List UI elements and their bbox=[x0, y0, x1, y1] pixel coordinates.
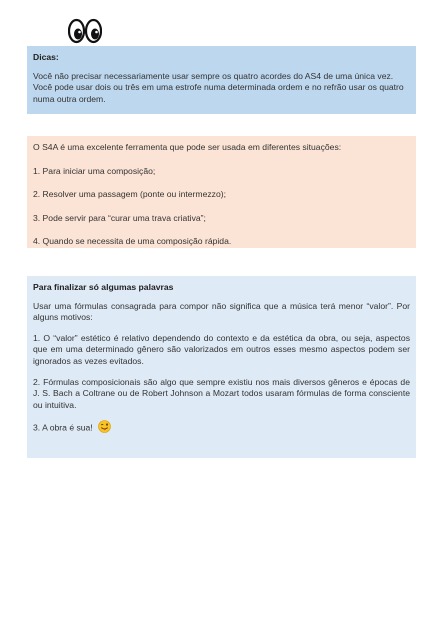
dicas-box bbox=[27, 46, 416, 114]
final-point-1: 1. O “valor” estético é relativo dependendo do contexto e da estética da obra, ou seja, aspectos que em uma determinado gênero são valorizados em outros esses mesmo aspectos podem ser ignorados as vezes evitados. bbox=[33, 332, 410, 366]
dicas-line-1: Você não precisar necessariamente usar sempre os quatro acordes do AS4 de uma única vez. bbox=[33, 70, 394, 81]
final-box bbox=[27, 276, 416, 458]
s4a-item-3: 3. Pode servir para “curar uma trava criativa”; bbox=[33, 212, 206, 223]
s4a-item-1: 1. Para iniciar uma composição; bbox=[33, 165, 156, 176]
eyes-icon bbox=[68, 18, 102, 44]
final-point-3-text: 3. A obra é sua! bbox=[33, 422, 93, 433]
s4a-item-4: 4. Quando se necessita de uma composição rápida. bbox=[33, 236, 232, 247]
winking-tongue-emoji-icon bbox=[98, 420, 111, 437]
final-title: Para finalizar só algumas palavras bbox=[33, 282, 174, 292]
final-point-2: 2. Fórmulas composicionais são algo que sempre existiu nos mais diversos gêneros e épocas de J. S. Bach a Coltrane ou de Robert Johnson a Mozart todos usaram fórmulas de forma consciente ou intuitiva. bbox=[33, 376, 410, 410]
dicas-line-2: Você pode usar dois ou três em uma estrofe numa determinada ordem e no refrão usar os quatro numa outra ordem. bbox=[33, 82, 404, 104]
s4a-box bbox=[27, 136, 416, 248]
s4a-item-2: 2. Resolver uma passagem (ponte ou intermezzo); bbox=[33, 189, 226, 200]
final-point-3 bbox=[33, 420, 410, 437]
s4a-intro: O S4A é uma excelente ferramenta que pode ser usada em diferentes situações: bbox=[33, 142, 342, 152]
final-intro: Usar uma fórmulas consagrada para compor não significa que a música terá menor “valor”. Por alguns motivos: bbox=[33, 300, 410, 323]
dicas-title: Dicas: bbox=[33, 52, 59, 62]
